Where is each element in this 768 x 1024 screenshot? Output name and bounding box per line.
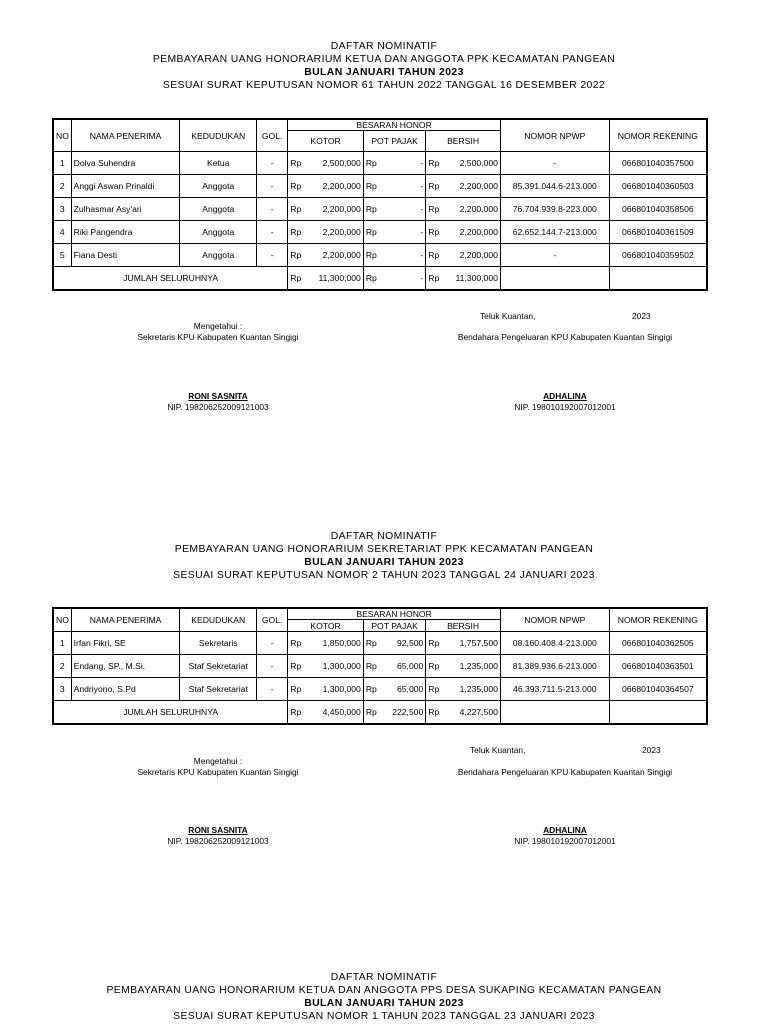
cell-gol: - <box>257 175 288 198</box>
total-row <box>53 701 707 724</box>
section2-header <box>0 530 768 582</box>
col-nama-header: NAMA PENERIMA <box>71 608 180 632</box>
section2-reference: SESUAI SURAT KEPUTUSAN NOMOR 2 TAHUN 2023 TANGGAL 24 JANUARI 2023 <box>173 570 595 581</box>
left-role: Sekretaris KPU Kabupaten Kuantan Singigi <box>137 332 299 342</box>
currency-label: Rp <box>290 661 302 671</box>
cell-npwp: 08.160.408.4-213.000 <box>500 632 609 655</box>
cell-bersih: Rp 1,235,000 <box>426 678 501 701</box>
total-pajak: Rp - <box>363 267 425 290</box>
currency-label: Rp <box>290 684 302 694</box>
section2-rows <box>53 632 707 724</box>
total-pajak: Rp 222,500 <box>363 701 425 724</box>
col-npwp-header: NOMOR NPWP <box>500 119 609 152</box>
cell-nama: Riki Pangendra <box>71 221 180 244</box>
cell-gol: - <box>257 221 288 244</box>
currency-label: Rp <box>428 706 440 717</box>
cell-kotor: Rp 2,200,000 <box>288 198 364 221</box>
currency-label: Rp <box>428 204 440 214</box>
col-pajak-header: POT PAJAK <box>363 131 425 152</box>
cell-pajak: Rp - <box>363 175 425 198</box>
cell-kedudukan: Anggota <box>180 221 257 244</box>
section2-year: 2023 <box>642 745 661 755</box>
cell-npwp: - <box>500 244 609 267</box>
cell-gol: - <box>257 244 288 267</box>
section1-place: Teluk Kuantan, <box>480 311 536 321</box>
cell-rekening: 066801040362505 <box>609 632 707 655</box>
currency-label: Rp <box>365 272 377 283</box>
table-row <box>53 221 707 244</box>
cell-rekening: 066801040363501 <box>609 655 707 678</box>
left-nip: NIP. 198206252009121003 <box>167 402 269 412</box>
section1-left-name-block <box>118 391 318 413</box>
currency-label: Rp <box>290 158 302 168</box>
currency-label: Rp <box>428 250 440 260</box>
currency-label: Rp <box>290 181 302 191</box>
col-besaran-header: BESARAN HONOR <box>288 608 501 620</box>
section1-table <box>52 118 708 291</box>
table-row <box>53 655 707 678</box>
cell-pajak: Rp 65,000 <box>363 678 425 701</box>
cell-gol: - <box>257 655 288 678</box>
table-row <box>53 175 707 198</box>
known-label: Mengetahui : <box>193 756 243 766</box>
cell-kedudukan: Anggota <box>180 244 257 267</box>
cell-pajak: Rp - <box>363 244 425 267</box>
cell-nama: Andriyono, S.Pd <box>71 678 180 701</box>
col-besaran-header: BESARAN HONOR <box>288 119 501 131</box>
cell-kedudukan: Ketua <box>180 152 257 175</box>
cell-rekening: 066801040360503 <box>609 175 707 198</box>
cell-kotor: Rp 1,850,000 <box>288 632 364 655</box>
section2-subtitle: PEMBAYARAN UANG HONORARIUM SEKRETARIAT PPK KECAMATAN PANGEAN <box>174 544 594 555</box>
currency-label: Rp <box>365 250 377 260</box>
cell-no: 1 <box>53 632 71 655</box>
cell-kotor: Rp 2,200,000 <box>288 175 364 198</box>
cell-bersih: Rp 2,500,000 <box>426 152 501 175</box>
cell-pajak: Rp - <box>363 152 425 175</box>
cell-pajak: Rp - <box>363 221 425 244</box>
cell-pajak: Rp 65,000 <box>363 655 425 678</box>
cell-npwp: 46.393.711.5-213.000 <box>500 678 609 701</box>
cell-npwp: 85.391.044.6-213.000 <box>500 175 609 198</box>
currency-label: Rp <box>290 204 302 214</box>
cell-no: 3 <box>53 198 71 221</box>
cell-nama: Fiana Desti <box>71 244 180 267</box>
col-kedudukan-header: KEDUDUKAN <box>180 608 257 632</box>
section1-left-signatory <box>118 321 318 343</box>
cell-rekening: 066801040358506 <box>609 198 707 221</box>
left-nip: NIP. 198206252009121003 <box>167 836 269 846</box>
currency-label: Rp <box>428 158 440 168</box>
section1-title: DAFTAR NOMINATIF <box>330 41 438 52</box>
section2-period: BULAN JANUARI TAHUN 2023 <box>304 557 464 568</box>
section1-subtitle: PEMBAYARAN UANG HONORARIUM KETUA DAN ANGGOTA PPK KECAMATAN PANGEAN <box>152 54 616 65</box>
col-kotor-header: KOTOR <box>288 620 364 632</box>
right-name: ADHALINA <box>543 391 587 401</box>
section1-header <box>0 40 768 92</box>
section1-period: BULAN JANUARI TAHUN 2023 <box>304 67 464 78</box>
cell-no: 1 <box>53 152 71 175</box>
cell-bersih: Rp 2,200,000 <box>426 221 501 244</box>
section2-place: Teluk Kuantan, <box>470 745 526 755</box>
cell-kotor: Rp 2,200,000 <box>288 221 364 244</box>
cell-rekening: 066801040364507 <box>609 678 707 701</box>
section2-left-name-block <box>118 825 318 847</box>
table-row <box>53 632 707 655</box>
cell-rekening: 066801040357500 <box>609 152 707 175</box>
section1-right-name-block <box>440 391 690 413</box>
cell-nama: Irfan Fikri, SE <box>71 632 180 655</box>
currency-label: Rp <box>428 684 440 694</box>
cell-rekening: 066801040359502 <box>609 244 707 267</box>
currency-label: Rp <box>428 661 440 671</box>
total-label: JUMLAH SELURUHNYA <box>53 267 288 290</box>
cell-bersih: Rp 1,757,500 <box>426 632 501 655</box>
section3-subtitle: PEMBAYARAN UANG HONORARIUM KETUA DAN ANGGOTA PPS DESA SUKAPING KECAMATAN PANGEAN <box>106 985 662 996</box>
section2-left-signatory <box>118 756 318 778</box>
total-rekening-empty <box>609 267 707 290</box>
cell-nama: Anggi Aswan Prinaldi <box>71 175 180 198</box>
cell-bersih: Rp 1,235,000 <box>426 655 501 678</box>
col-bersih-header: BERSIH <box>426 620 501 632</box>
currency-label: Rp <box>365 158 377 168</box>
total-label: JUMLAH SELURUHNYA <box>53 701 288 724</box>
cell-npwp: - <box>500 152 609 175</box>
currency-label: Rp <box>428 227 440 237</box>
col-pajak-header: POT PAJAK <box>363 620 425 632</box>
total-kotor: Rp 11,300,000 <box>288 267 364 290</box>
cell-kedudukan: Sekretaris <box>180 632 257 655</box>
col-rekening-header: NOMOR REKENING <box>609 608 707 632</box>
section3-title: DAFTAR NOMINATIF <box>330 972 438 983</box>
table-row <box>53 198 707 221</box>
cell-rekening: 066801040361509 <box>609 221 707 244</box>
currency-label: Rp <box>290 272 302 283</box>
currency-label: Rp <box>365 706 377 717</box>
currency-label: Rp <box>365 638 377 648</box>
currency-label: Rp <box>428 181 440 191</box>
currency-label: Rp <box>365 204 377 214</box>
cell-kedudukan: Staf Sekretariat <box>180 678 257 701</box>
currency-label: Rp <box>365 661 377 671</box>
cell-kedudukan: Anggota <box>180 175 257 198</box>
cell-nama: Dolva Suhendra <box>71 152 180 175</box>
left-role: Sekretaris KPU Kabupaten Kuantan Singigi <box>137 767 299 777</box>
section2-title: DAFTAR NOMINATIF <box>330 531 438 542</box>
cell-no: 2 <box>53 655 71 678</box>
cell-kedudukan: Anggota <box>180 198 257 221</box>
total-npwp-empty <box>500 701 609 724</box>
cell-pajak: Rp - <box>363 198 425 221</box>
cell-nama: Zulhasmar Asy'ari <box>71 198 180 221</box>
cell-npwp: 76.704.939.8-223.000 <box>500 198 609 221</box>
col-no-header: NO <box>53 119 71 152</box>
known-label: Mengetahui : <box>193 321 243 331</box>
section3-period: BULAN JANUARI TAHUN 2023 <box>304 998 464 1009</box>
currency-label: Rp <box>290 638 302 648</box>
col-rekening-header: NOMOR REKENING <box>609 119 707 152</box>
currency-label: Rp <box>290 706 302 717</box>
right-name: ADHALINA <box>543 825 587 835</box>
currency-label: Rp <box>365 181 377 191</box>
cell-npwp: 81.389.936.6-213.000 <box>500 655 609 678</box>
total-npwp-empty <box>500 267 609 290</box>
total-bersih: Rp 11,300,000 <box>426 267 501 290</box>
currency-label: Rp <box>428 272 440 283</box>
col-gol-header: GOL. <box>257 119 288 152</box>
currency-label: Rp <box>365 684 377 694</box>
left-name: RONI SASNITA <box>188 391 248 401</box>
right-nip: NIP. 198010192007012001 <box>514 836 616 846</box>
cell-no: 2 <box>53 175 71 198</box>
cell-no: 3 <box>53 678 71 701</box>
col-gol-header: GOL. <box>257 608 288 632</box>
cell-nama: Endang, SP., M.Si. <box>71 655 180 678</box>
cell-kotor: Rp 1,300,000 <box>288 678 364 701</box>
cell-bersih: Rp 2,200,000 <box>426 198 501 221</box>
cell-npwp: 62.652.144.7-213.000 <box>500 221 609 244</box>
section2-right-role: Bendahara Pengeluaran KPU Kabupaten Kuantan Singigi <box>457 767 673 777</box>
section1-right-role: Bendahara Pengeluaran KPU Kabupaten Kuantan Singigi <box>457 332 673 342</box>
section2-table <box>52 607 708 725</box>
cell-gol: - <box>257 632 288 655</box>
cell-gol: - <box>257 678 288 701</box>
section2-right-name-block <box>440 825 690 847</box>
section1-rows <box>53 152 707 290</box>
cell-no: 5 <box>53 244 71 267</box>
total-kotor: Rp 4,450,000 <box>288 701 364 724</box>
section1-year: 2023 <box>632 311 651 321</box>
right-nip: NIP. 198010192007012001 <box>514 402 616 412</box>
cell-bersih: Rp 2,200,000 <box>426 175 501 198</box>
cell-gol: - <box>257 198 288 221</box>
col-kotor-header: KOTOR <box>288 131 364 152</box>
section1-reference: SESUAI SURAT KEPUTUSAN NOMOR 61 TAHUN 2022 TANGGAL 16 DESEMBER 2022 <box>162 80 606 91</box>
cell-kotor: Rp 2,500,000 <box>288 152 364 175</box>
section3-header <box>0 971 768 1023</box>
col-nama-header: NAMA PENERIMA <box>71 119 180 152</box>
currency-label: Rp <box>290 250 302 260</box>
cell-no: 4 <box>53 221 71 244</box>
currency-label: Rp <box>365 227 377 237</box>
total-row <box>53 267 707 290</box>
section3-reference: SESUAI SURAT KEPUTUSAN NOMOR 1 TAHUN 2023 TANGGAL 23 JANUARI 2023 <box>173 1011 595 1022</box>
table-row <box>53 244 707 267</box>
table-row <box>53 678 707 701</box>
total-rekening-empty <box>609 701 707 724</box>
total-bersih: Rp 4,227,500 <box>426 701 501 724</box>
col-npwp-header: NOMOR NPWP <box>500 608 609 632</box>
cell-kotor: Rp 2,200,000 <box>288 244 364 267</box>
col-kedudukan-header: KEDUDUKAN <box>180 119 257 152</box>
table-row <box>53 152 707 175</box>
left-name: RONI SASNITA <box>188 825 248 835</box>
cell-bersih: Rp 2,200,000 <box>426 244 501 267</box>
col-no-header: NO <box>53 608 71 632</box>
cell-pajak: Rp 92,500 <box>363 632 425 655</box>
cell-gol: - <box>257 152 288 175</box>
currency-label: Rp <box>428 638 440 648</box>
currency-label: Rp <box>290 227 302 237</box>
cell-kedudukan: Staf Sekretariat <box>180 655 257 678</box>
col-bersih-header: BERSIH <box>426 131 501 152</box>
cell-kotor: Rp 1,300,000 <box>288 655 364 678</box>
